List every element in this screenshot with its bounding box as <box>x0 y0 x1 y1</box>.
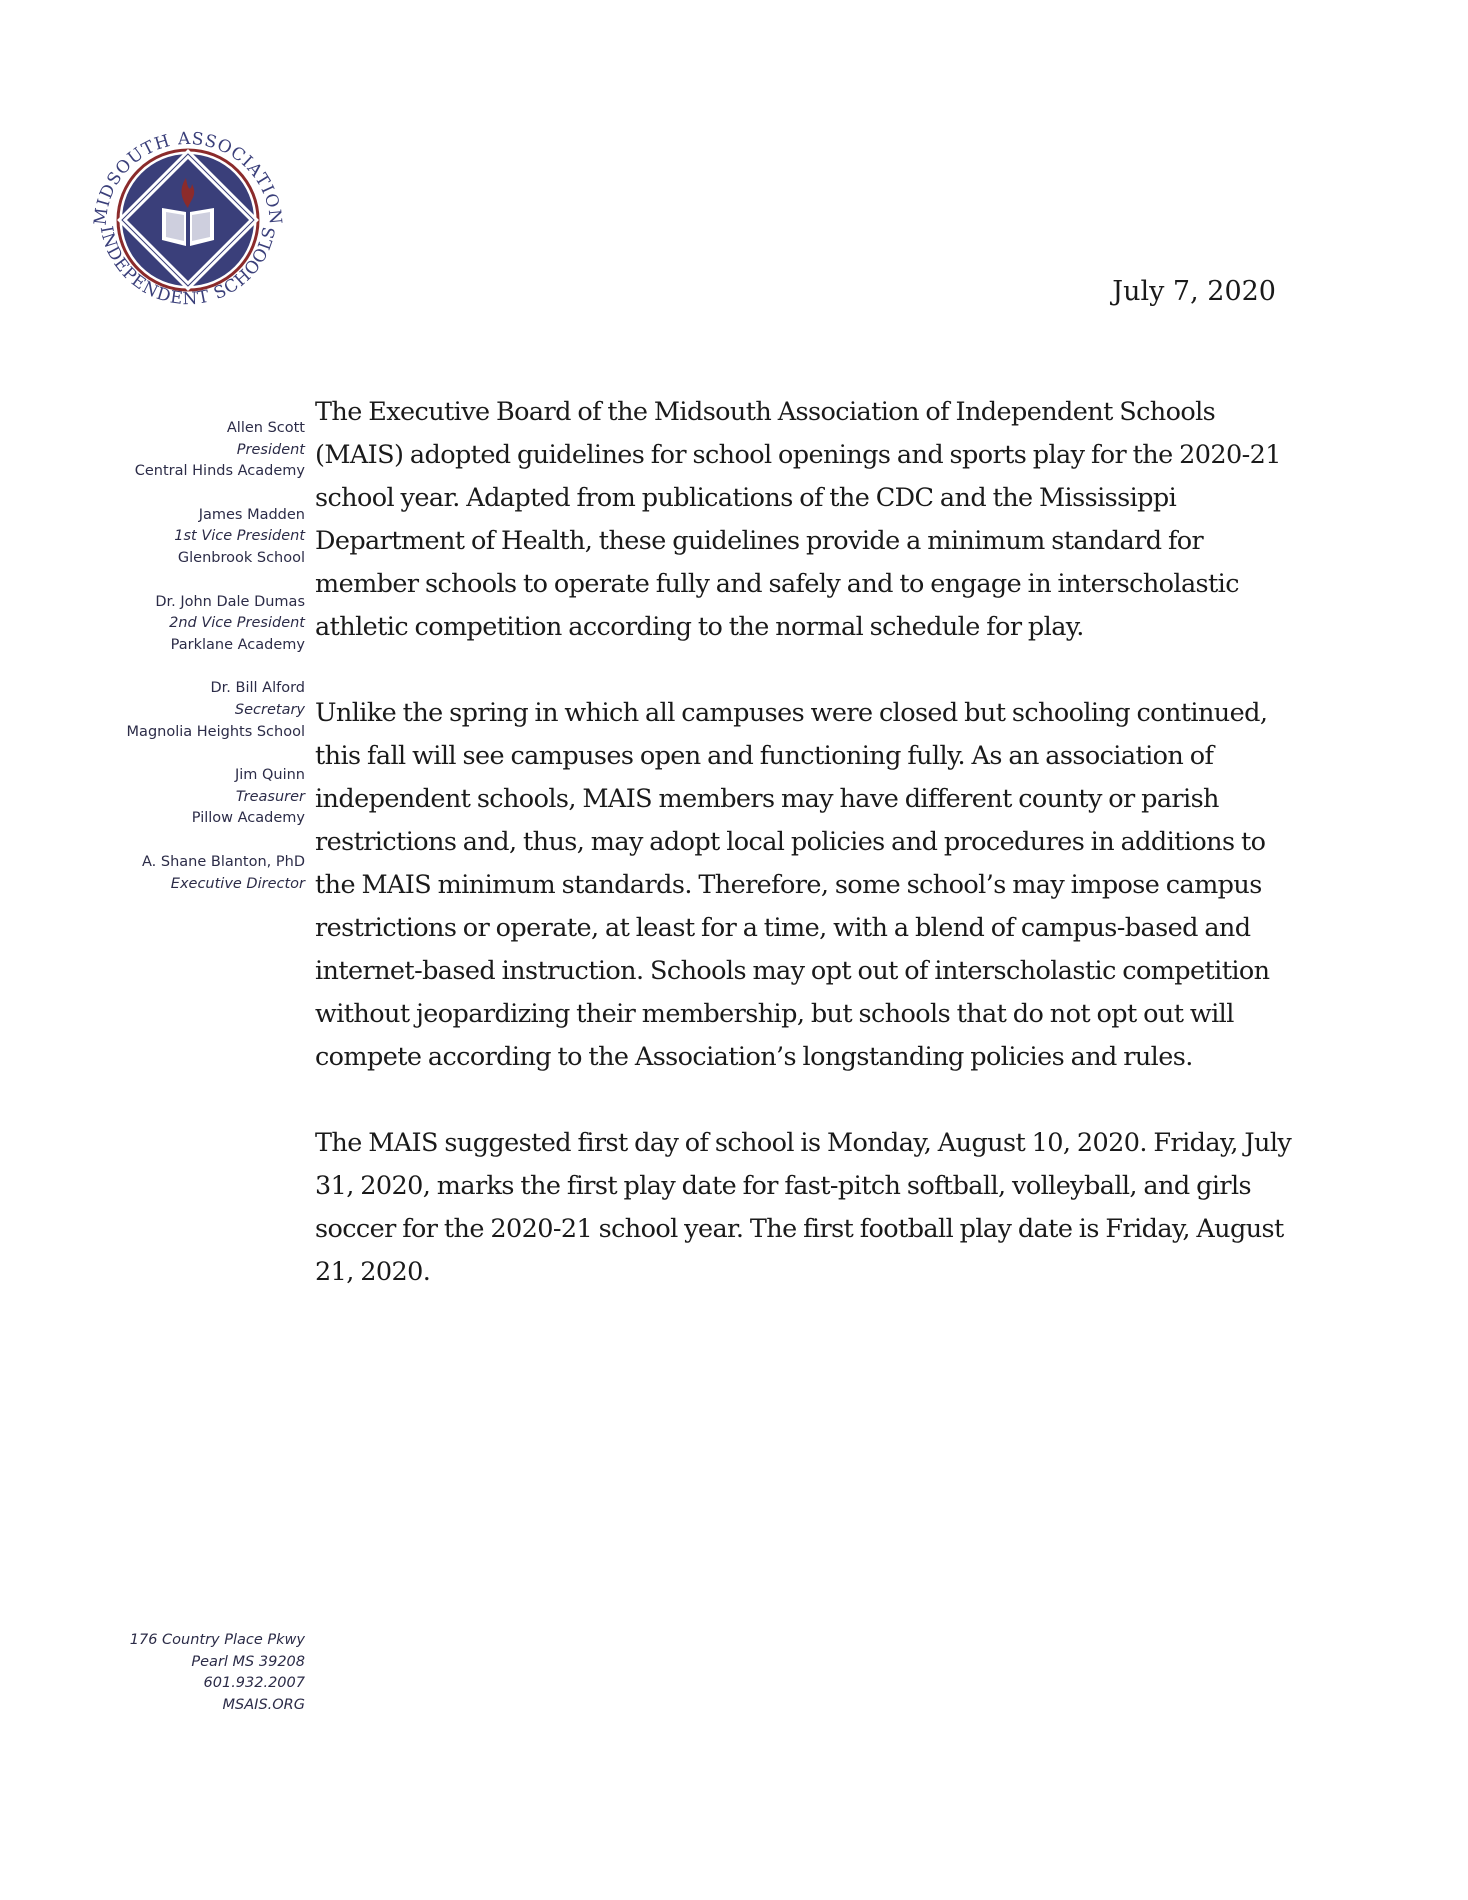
body-paragraph: The Executive Board of the Midsouth Association of Independent Schools (MAIS) adopted guidelines for school openings and sports play for the 2020-21 school year. Adapted from publications of the CDC and the Mississippi Department of Health, these guidelines provide a minimum standard for member schools to operate fully and safely and to engage in interscholastic athletic competition according to the normal schedule for play. <box>315 397 1281 642</box>
body-paragraph: The MAIS suggested first day of school is Monday, August 10, 2020. Friday, July 31, 2020, marks the first play date for fast-pitch softball, volleyball, and girls soccer for the 2020-21 school year. The first football play date is Friday, August 21, 2020. <box>315 1128 1292 1287</box>
mais-seal-logo-icon <box>78 108 298 328</box>
officer-treasurer <box>45 765 305 830</box>
svg-text:INDEPENDENT SCHOOLS: INDEPENDENT SCHOOLS <box>95 224 281 310</box>
officer-first-vice-president <box>45 505 305 570</box>
svg-text:MIDSOUTH ASSOCIATION: MIDSOUTH ASSOCIATION <box>90 128 286 227</box>
officer-executive-director <box>45 852 305 895</box>
officer-school: Central Hinds Academy <box>134 463 305 480</box>
body-paragraph: Unlike the spring in which all campuses were closed but schooling continued, this fall will see campuses open and functioning fully. As an association of independent schools, MAIS members may have different county or parish restrictions and, thus, may adopt local policies and procedures in additions to the MAIS minimum standards. Therefore, some school’s may impose campus restrictions or operate, at least for a time, with a blend of campus-based and internet-based instruction. Schools may opt out of interscholastic competition without jeopardizing their membership, but schools that do not opt out will compete according to the Association’s longstanding policies and rules. <box>315 698 1270 1072</box>
letter-date: July 7, 2020 <box>1112 276 1276 307</box>
address-street: 176 Country Place Pkwy <box>129 1632 305 1648</box>
officer-title: President <box>236 441 305 458</box>
officer-name: Jim Quinn <box>234 767 305 784</box>
officer-name: A. Shane Blanton, PhD <box>142 853 305 870</box>
officer-title: Executive Director <box>170 875 305 892</box>
officer-school: Parklane Academy <box>170 636 305 653</box>
address-city-state-zip: Pearl MS 39208 <box>191 1653 305 1670</box>
officer-name: Dr. Bill Alford <box>210 680 305 697</box>
officer-second-vice-president <box>45 592 305 657</box>
officer-school: Pillow Academy <box>191 810 305 827</box>
officer-school: Glenbrook School <box>177 549 305 566</box>
officer-title: 1st Vice President <box>174 528 305 545</box>
association-address <box>45 1630 305 1716</box>
officer-title: Secretary <box>234 701 305 718</box>
officer-name: Allen Scott <box>226 420 305 436</box>
officer-secretary <box>45 678 305 743</box>
officer-name: James Madden <box>198 506 305 523</box>
officer-title: 2nd Vice President <box>169 615 305 632</box>
officer-title: Treasurer <box>235 788 305 805</box>
address-phone: 601.932.2007 <box>203 1675 305 1692</box>
officer-name: Dr. John Dale Dumas <box>155 593 305 610</box>
officer-president <box>45 418 305 483</box>
letter-body <box>315 391 1295 1337</box>
officer-school: Magnolia Heights School <box>126 723 305 740</box>
address-website: MSAIS.ORG <box>222 1696 305 1713</box>
officers-list <box>45 418 305 917</box>
